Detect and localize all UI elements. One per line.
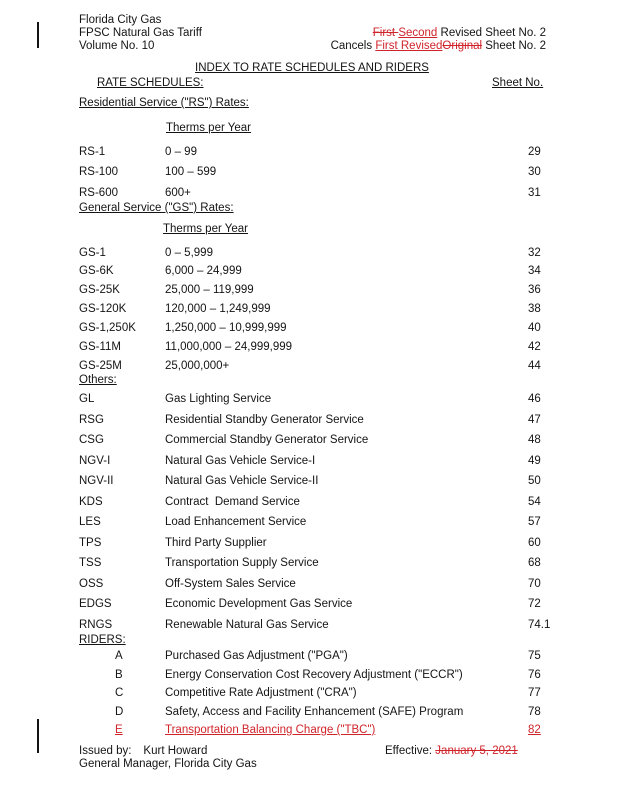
sheet-number: 70 (528, 578, 541, 590)
struck-effective-date: January 5, 2021 (435, 745, 518, 757)
page-title: INDEX TO RATE SCHEDULES AND RIDERS (195, 62, 429, 74)
therms-range: 0 – 99 (165, 146, 197, 158)
rate-code: GS-25M (79, 360, 122, 372)
issuer-title: General Manager, Florida City Gas (79, 758, 257, 770)
issued-by (79, 745, 207, 758)
rate-code: TSS (79, 557, 102, 569)
sheet-number: 34 (528, 265, 541, 277)
sheet-number: 36 (528, 284, 541, 296)
rate-code: OSS (79, 578, 104, 590)
revised-sheet-line (373, 27, 546, 40)
rate-code: LES (79, 516, 101, 528)
residential-heading: Residential Service ("RS") Rates: (79, 97, 249, 109)
service-name: Gas Lighting Service (165, 393, 272, 405)
rider-code: A (115, 650, 123, 662)
rate-code: RS-600 (79, 187, 118, 199)
sheet-number: 77 (528, 687, 541, 699)
sheet-number: 68 (528, 557, 541, 569)
rate-schedules-column-header: RATE SCHEDULES: (97, 77, 204, 89)
therms-range: 0 – 5,999 (165, 247, 213, 259)
sheet-number: 40 (528, 322, 541, 334)
service-name: Natural Gas Vehicle Service-II (165, 475, 319, 487)
sheet-number: 57 (528, 516, 541, 528)
rider-code: E (115, 724, 123, 736)
service-name: Load Enhancement Service (165, 516, 307, 528)
rate-code: RS-1 (79, 146, 106, 158)
sheet-number: 74.1 (528, 619, 551, 631)
rider-code: C (115, 687, 124, 699)
sheet-no-column-header: Sheet No. (492, 77, 544, 89)
inserted-revision-text: Second (398, 27, 438, 39)
rate-code: RSG (79, 414, 104, 426)
rate-code: TPS (79, 537, 102, 549)
sheet-number: 48 (528, 434, 541, 446)
sheet-number: 31 (528, 187, 541, 199)
general-therms-heading: Therms per Year (163, 223, 249, 235)
riders-heading: RIDERS: (79, 634, 126, 646)
sheet-number: 76 (528, 669, 541, 681)
service-name: Contract Demand Service (165, 496, 300, 508)
sheet-number: 49 (528, 455, 541, 467)
sheet-number: 29 (528, 146, 541, 158)
company-name: Florida City Gas (79, 14, 162, 26)
rate-code: EDGS (79, 598, 112, 610)
sheet-number: 44 (528, 360, 541, 372)
therms-range: 25,000 – 119,999 (165, 284, 254, 296)
rider-code: D (115, 706, 124, 718)
sheet-number: 54 (528, 496, 541, 508)
service-name: Commercial Standby Generator Service (165, 434, 369, 446)
rider-name: Transportation Balancing Charge ("TBC") (165, 724, 376, 736)
sheet-number: 32 (528, 247, 541, 259)
rate-code: GS-6K (79, 265, 114, 277)
sheet-number: 42 (528, 341, 541, 353)
sheet-number: 72 (528, 598, 541, 610)
service-name: Transportation Supply Service (165, 557, 319, 569)
effective-label: Effective: (385, 745, 436, 757)
volume-number: Volume No. 10 (79, 40, 155, 52)
sheet-number: 50 (528, 475, 541, 487)
rate-code: CSG (79, 434, 104, 446)
rate-code: KDS (79, 496, 103, 508)
cancels-sheet-line (331, 40, 546, 53)
cancels-prefix: Cancels (330, 40, 376, 52)
therms-range: 1,250,000 – 10,999,999 (165, 322, 287, 334)
sheet-number: 78 (528, 706, 541, 718)
sheet-number: 60 (528, 537, 541, 549)
revision-bar-bottom (37, 719, 39, 753)
rate-code: GS-11M (79, 341, 121, 353)
therms-range: 25,000,000+ (165, 360, 230, 372)
therms-range: 6,000 – 24,999 (165, 265, 242, 277)
sheet-number: 38 (528, 303, 541, 315)
issued-by-label: Issued by: (79, 745, 132, 757)
therms-range: 120,000 – 1,249,999 (165, 303, 271, 315)
therms-range: 100 – 599 (165, 166, 217, 178)
revised-sheet-text: Revised Sheet No. 2 (437, 27, 546, 39)
rate-code: GS-1 (79, 247, 106, 259)
rider-name: Safety, Access and Facility Enhancement (SAFE) Program (165, 706, 464, 718)
therms-range: 11,000,000 – 24,999,999 (165, 341, 293, 353)
sheet-number: 82 (528, 724, 541, 736)
rate-code: GS-25K (79, 284, 120, 296)
therms-range: 600+ (165, 187, 191, 199)
rate-code: NGV-II (79, 475, 114, 487)
rider-name: Energy Conservation Cost Recovery Adjustment ("ECCR") (165, 669, 463, 681)
sheet-number: 30 (528, 166, 541, 178)
effective-date (385, 745, 518, 758)
rate-code: RS-100 (79, 166, 118, 178)
service-name: Natural Gas Vehicle Service-I (165, 455, 316, 467)
service-name: Residential Standby Generator Service (165, 414, 364, 426)
rate-code: GL (79, 393, 95, 405)
revision-bar-top (37, 22, 39, 48)
struck-revision-text: First (372, 27, 399, 39)
service-name: Third Party Supplier (165, 537, 267, 549)
rider-name: Purchased Gas Adjustment ("PGA") (165, 650, 348, 662)
rate-code: GS-1,250K (79, 322, 136, 334)
cancels-sheet-text: Sheet No. 2 (482, 40, 546, 52)
rate-code: GS-120K (79, 303, 127, 315)
rate-code: NGV-I (79, 455, 111, 467)
rider-code: B (115, 669, 123, 681)
inserted-cancels-text: First Revised (375, 40, 443, 52)
service-name: Off-System Sales Service (165, 578, 296, 590)
rider-name: Competitive Rate Adjustment ("CRA") (165, 687, 357, 699)
service-name: Economic Development Gas Service (165, 598, 353, 610)
struck-cancels-text: Original (442, 40, 483, 52)
general-service-heading: General Service ("GS") Rates: (79, 202, 234, 214)
sheet-number: 75 (528, 650, 541, 662)
service-name: Renewable Natural Gas Service (165, 619, 329, 631)
others-heading: Others: (79, 374, 117, 386)
tariff-name: FPSC Natural Gas Tariff (79, 27, 202, 39)
sheet-number: 46 (528, 393, 541, 405)
rate-code: RNGS (79, 619, 113, 631)
sheet-number: 47 (528, 414, 541, 426)
issuer-name: Kurt Howard (143, 745, 208, 757)
residential-therms-heading: Therms per Year (166, 122, 252, 134)
